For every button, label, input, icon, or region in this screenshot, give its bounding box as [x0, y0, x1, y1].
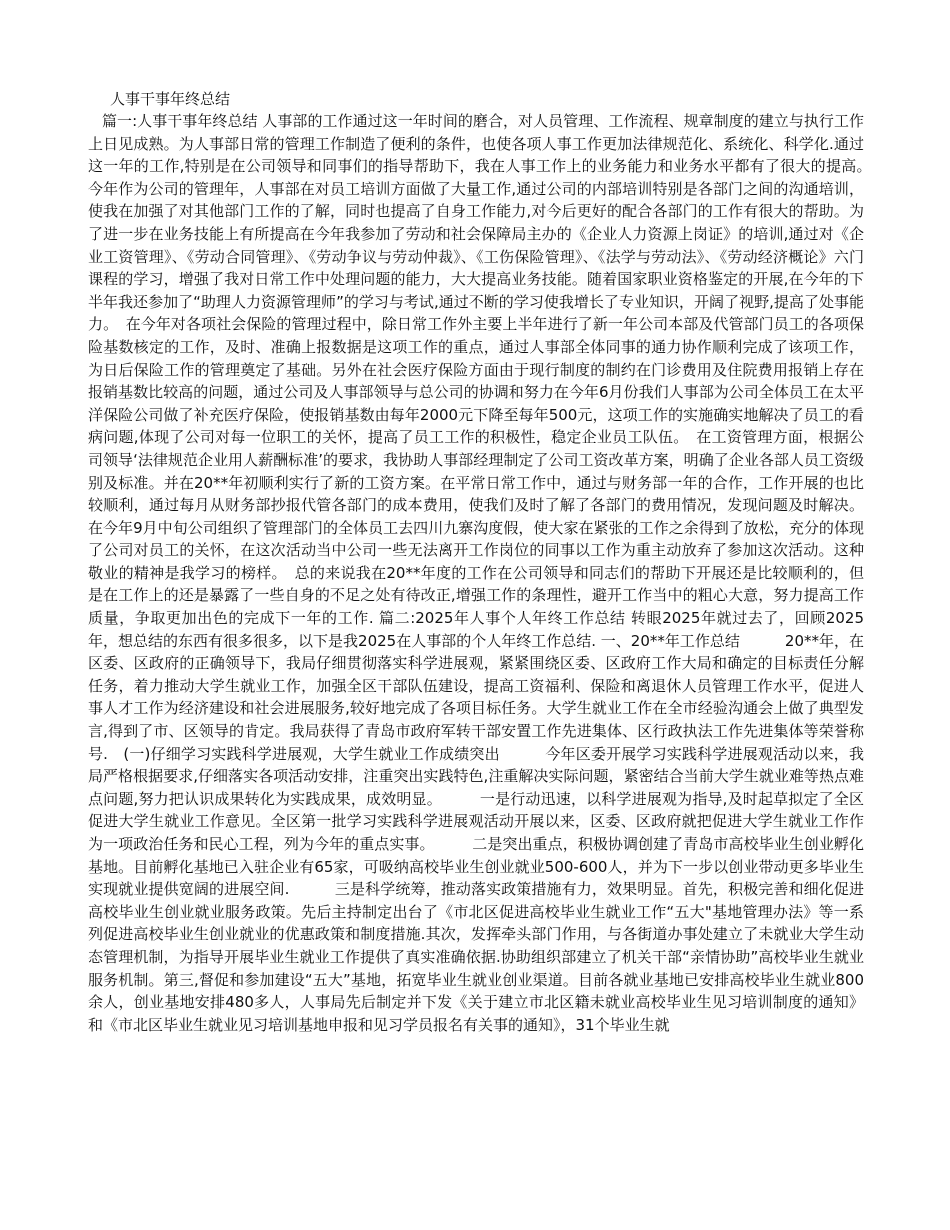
document-body: 篇一:人事干事年终总结 人事部的工作通过这一年时间的磨合，对人员管理、工作流程、规章制度的建立与执行工作上日见成熟。为人事部日常的管理工作制造了便利的条件，也使各项人事工作更加法律规范化、系统化、科学化.通过这一年的工作,特别是在公司领导和同事们的指导帮助下，我在人事工作上的业务能力和业务水平都有了很大的提高。 今年作为公司的管理年，人事部在对员工培训方面做了大量工作,通过公司的内部培训特别是各部门之间的沟通培训，使我在加强了对其他部门工作的了解，同时也提高了自身工作能力,对今后更好的配合各部门的工作有很大的帮助。为了进一步在业务技能上有所提高在今年我参加了劳动和社会保障局主办的《企业人力资源上岗证》的培训,通过对《企业工资管理》、《劳动合同管理》、《劳动争议与劳动仲裁》、《工伤保险管理》、《法学与劳动法》、《劳动经济概论》六门课程的学习，增强了我对日常工作中处理问题的能力，大大提高业务技能。随着国家职业资格鉴定的开展,在今年的下半年我还参加了“助理人力资源管理师”的学习与考试,通过不断的学习使我增长了专业知识，开阔了视野,提高了处事能力。 在今年对各项社会保险的管理过程中，除日常工作外主要上半年进行了新一年公司本部及代管部门员工的各项保险基数核定的工作，及时、准确上报数据是这项工作的重点，通过人事部全体同事的通力协作顺利完成了该项工作，为日后保险工作的管理奠定了基础。另外在社会医疗保险方面由于现行制度的制约在门诊费用及住院费用报销上存在报销基数比较高的问题，通过公司及人事部领导与总公司的协调和努力在今年6月份我们人事部为公司全体员工在太平洋保险公司做了补充医疗保险，使报销基数由每年2000元下降至每年500元，这项工作的实施确实地解决了员工的看病问题,体现了公司对每一位职工的关怀，提高了员工工作的积极性，稳定企业员工队伍。 在工资管理方面，根据公司领导‘法律规范企业用人薪酬标准’的要求，我协助人事部经理制定了公司工资改革方案，明确了企业各部人员工资级别及标准。并在20**年初顺利实行了新的工资方案。在平常日常工作中，通过与财务部一年的合作，工作开展的也比较顺利，通过每月从财务部抄报代管各部门的成本费用，使我们及时了解了各部门的费用情况，发现问题及时解决。在今年9月中旬公司组织了管理部门的全体员工去四川九寨沟度假，使大家在紧张的工作之余得到了放松，充分的体现了公司对员工的关怀，在这次活动当中公司一些无法离开工作岗位的同事以工作为重主动放弃了参加这次活动。这种敬业的精神是我学习的榜样。 总的来说我在20**年度的工作在公司领导和同志们的帮助下开展还是比较顺利的，但是在工作上的还是暴露了一些自身的不足之处有待改正,增强工作的条理性，避开工作当中的粗心大意，努力提高工作质量，争取更加出色的完成下一年的工作. 篇二:2025年人事个人年终工作总结 转眼2025年就过去了，回顾2025年，想总结的东西有很多很多，以下是我2025在人事部的个人年终工作总结. 一、20**年工作总结 20**年，在区委、区政府的正确领导下，我局仔细贯彻落实科学进展观，紧紧围绕区委、区政府工作大局和确定的目标责任分解任务，着力推动大学生就业工作，加强全区干部队伍建设，提高工资福利、保险和离退休人员管理工作水平，促进人事人才工作为经济建设和社会进展服务,较好地完成了各项目标任务。大学生就业工作在全市经验沟通会上做了典型发言,得到了市、区领导的肯定。我局获得了青岛市政府军转干部安置工作先进集体、区行政执法工作先进集体等荣誉称号. (一)仔细学习实践科学进展观，大学生就业工作成绩突出 今年区委开展学习实践科学进展观活动以来，我局严格根据要求,仔细落实各项活动安排，注重突出实践特色,注重解决实际问题，紧密结合当前大学生就业难等热点难点问题,努力把认识成果转化为实践成果，成效明显。 一是行动迅速，以科学进展观为指导,及时起草拟定了全区促进大学生就业工作意见。全区第一批学习实践科学进展观活动开展以来，区委、区政府就把促进大学生就业工作作为一项政治任务和民心工程，列为今年的重点实事。 二是突出重点，积极协调创建了青岛市高校毕业生创业孵化基地。目前孵化基地已入驻企业有65家，可吸纳高校毕业生创业就业500-600人，并为下一步以创业带动更多毕业生实现就业提供宽阔的进展空间. 三是科学统筹，推动落实政策措施有力，效果明显。首先，积极完善和细化促进高校毕业生创业就业服务政策。先后主持制定出台了《市北区促进高校毕业生就业工作“五大"基地管理办法》等一系列促进高校毕业生创业就业的优惠政策和制度措施.其次，发挥牵头部门作用，与各街道办事处建立了未就业大学生动态管理机制，为指导开展毕业生就业工作提供了真实准确依据.协助组织部建立了机关干部“亲情协助”高校毕业生就业服务机制。第三,督促和参加建设“五大”基地，拓宽毕业生就业创业渠道。目前各就业基地已安排高校毕业生就业800余人，创业基地安排480多人，人事局先后制定并下发《关于建立市北区籍未就业高校毕业生见习培训制度的通知》和《市北区毕业生就业见习培训基地申报和见习学员报名有关事的通知》，31个毕业生就: [88, 112, 880, 1034]
document-page: [88, 88, 880, 1036]
document-title: 人事干事年终总结: [110, 90, 231, 108]
